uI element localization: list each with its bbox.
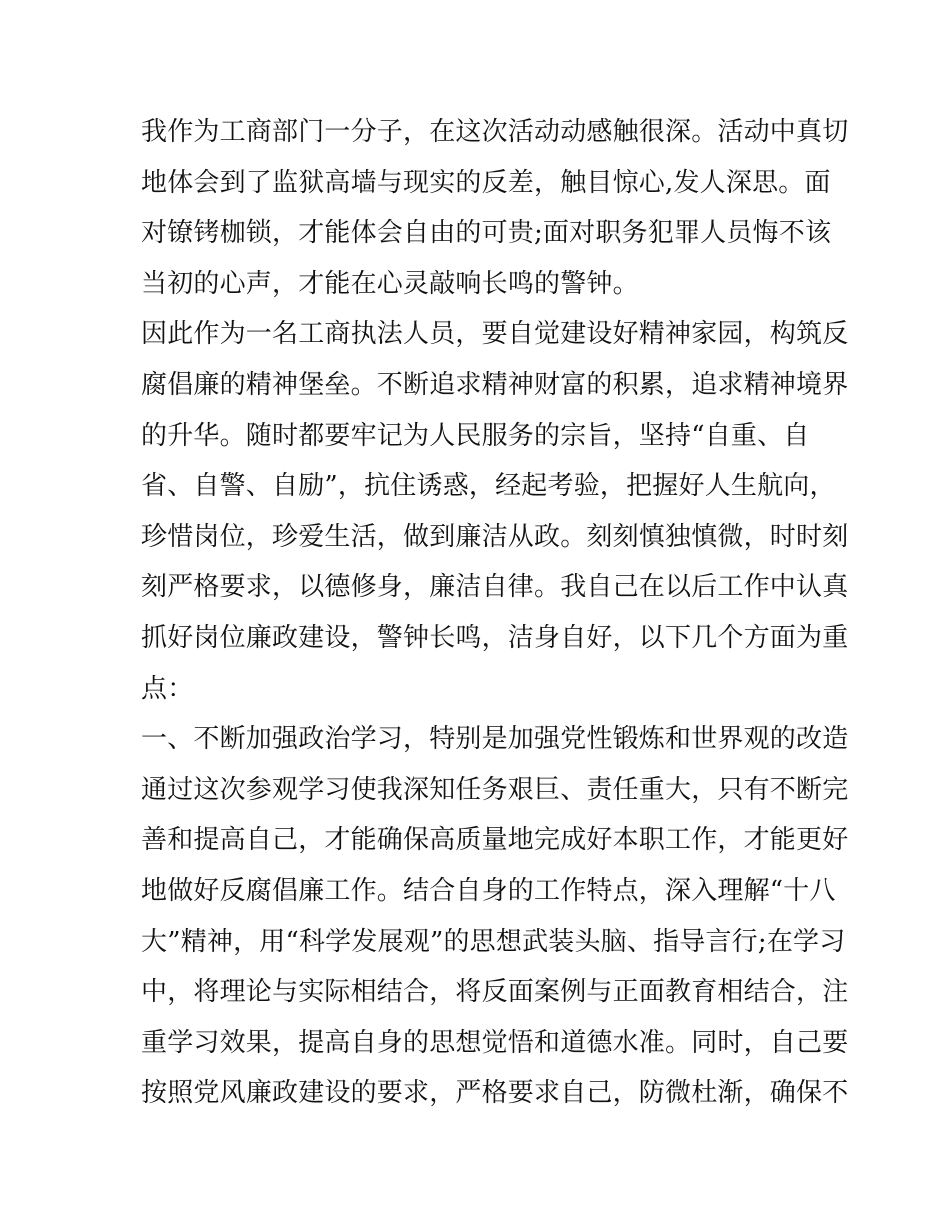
text-line: 通过这次参观学习使我深知任务艰巨、责任重大，只有不断完 [141,774,849,805]
text-line: 大”精神，用“科学发展观”的思想武装头脑、指导言行;在学习 [141,926,846,957]
text-line: 腐倡廉的精神堡垒。不断追求精神财富的积累，追求精神境界 [141,369,849,400]
text-line: 重学习效果，提高自身的思想觉悟和道德水准。同时，自己要 [141,1027,849,1058]
text-line: 珍惜岗位，珍爱生活，做到廉洁从政。刻刻慎独慎微，时时刻 [141,521,849,552]
text-line: 按照党风廉政建设的要求，严格要求自己，防微杜渐，确保不 [141,1078,849,1109]
text-line: 地体会到了监狱高墙与现实的反差，触目惊心,发人深思。面 [141,167,831,198]
text-line: 的升华。随时都要牢记为人民服务的宗旨，坚持“自重、自 [141,420,810,451]
text-line: 刻严格要求，以德修身，廉洁自律。我自己在以后工作中认真 [141,572,849,603]
text-line: 对镣铐枷锁，才能体会自由的可贵;面对职务犯罪人员悔不该 [141,218,832,249]
text-line: 中，将理论与实际相结合，将反面案例与正面教育相结合，注 [141,977,849,1008]
text-line: 抓好岗位廉政建设，警钟长鸣，洁身自好，以下几个方面为重 [141,622,849,653]
text-line: 一、不断加强政治学习，特别是加强党性锻炼和世界观的改造 [141,724,849,755]
text-line: 点： [141,673,194,704]
text-line: 因此作为一名工商执法人员，要自觉建设好精神家园，构筑反 [141,319,849,350]
text-line: 当初的心声，才能在心灵敲响长鸣的警钟。 [141,268,639,299]
body-text [141,107,849,1119]
text-line: 地做好反腐倡廉工作。结合自身的工作特点，深入理解“十八 [141,875,836,906]
text-line: 我作为工商部门一分子，在这次活动动感触很深。活动中真切 [141,117,849,147]
text-line: 省、自警、自励”，抗住诱惑，经起考验，把握好人生航向， [141,471,836,502]
text-line: 善和提高自己，才能确保高质量地完成好本职工作，才能更好 [141,825,849,856]
